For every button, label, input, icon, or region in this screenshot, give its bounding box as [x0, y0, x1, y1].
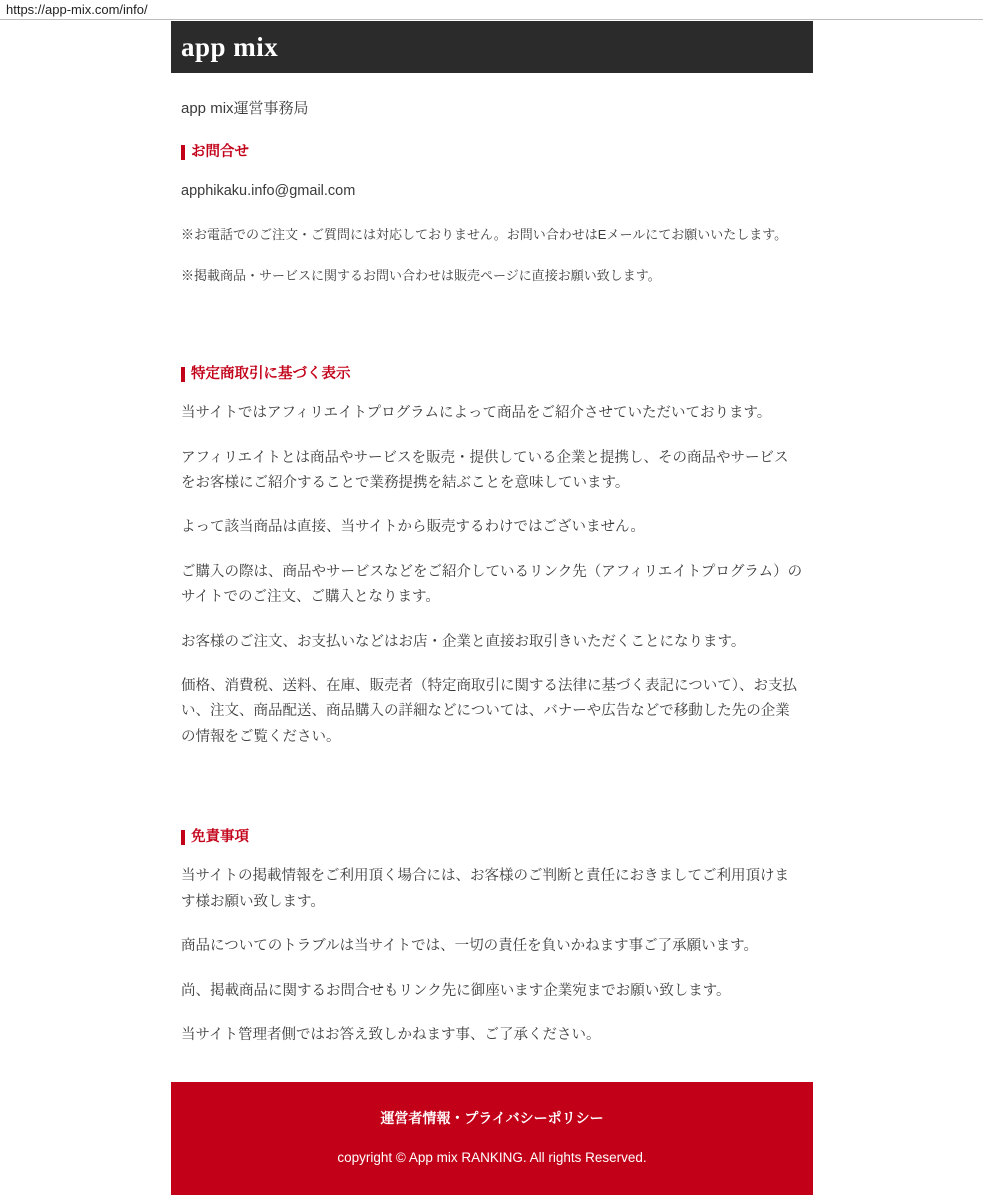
- organization-name: app mix運営事務局: [181, 100, 309, 117]
- contact-email: apphikaku.info@gmail.com: [181, 183, 356, 200]
- disclaimer-paragraph-3: 尚、掲載商品に関するお問合せもリンク先に御座います企業宛までお願い致します。: [181, 982, 731, 999]
- spacer: [181, 306, 803, 324]
- footer-privacy-policy-link[interactable]: 運営者情報・プライバシーポリシー: [380, 1110, 604, 1127]
- spacer: [181, 769, 803, 787]
- content-column: [171, 21, 813, 1195]
- footer-copyright: copyright © App mix RANKING. All rights Reserved.: [337, 1150, 647, 1166]
- commercial-paragraph-1: 当サイトではアフィリエイトプログラムによって商品をご紹介させていただいております。: [181, 405, 772, 422]
- site-logo-title[interactable]: app mix: [181, 31, 279, 62]
- page-canvas: [0, 21, 983, 1166]
- disclaimer-paragraph-1: 当サイトの掲載情報をご利用頂く場合には、お客様のご判断と責任におきましてご利用頂けます様お願い致します。: [181, 868, 789, 910]
- site-footer: [171, 1082, 813, 1195]
- contact-note-phone: ※お電話でのご注文・ご質問には対応しておりません。お問い合わせはEメールにてお願いいたします。: [181, 226, 788, 242]
- commercial-paragraph-6: 価格、消費税、送料、在庫、販売者（特定商取引に関する法律に基づく表記について）、お支払い、注文、商品配送、商品購入の詳細などについては、バナーや広告などで移動した先の企業の情報をご覧ください。: [181, 677, 797, 745]
- commercial-paragraph-3: よって該当商品は直接、当サイトから販売するわけではございません。: [181, 519, 645, 536]
- main-content: [171, 73, 813, 1048]
- section-heading-disclaimer: 免責事項: [181, 829, 803, 846]
- commercial-paragraph-2: アフィリエイトとは商品やサービスを販売・提供している企業と提携し、その商品やサービスをお客様にご紹介することで業務提携を結ぶことを意味しています。: [181, 449, 789, 492]
- browser-url-bar[interactable]: [0, 0, 983, 20]
- url-text: https://app-mix.com/info/: [6, 2, 148, 17]
- disclaimer-paragraph-4: 当サイト管理者側ではお答え致しかねます事、ご了承ください。: [181, 1026, 601, 1043]
- section-heading-contact: お問合せ: [181, 144, 803, 161]
- disclaimer-paragraph-2: 商品についてのトラブルは当サイトでは、一切の責任を負いかねます事ご了承願います。: [181, 938, 758, 955]
- section-heading-commercial-transactions: 特定商取引に基づく表示: [181, 366, 803, 383]
- site-header: [171, 21, 813, 73]
- commercial-paragraph-4: ご購入の際は、商品やサービスなどをご紹介しているリンク先（アフィリエイトプログラム）のサイトでのご注文、ご購入となります。: [181, 563, 803, 606]
- contact-note-products: ※掲載商品・サービスに関するお問い合わせは販売ページに直接お願い致します。: [181, 267, 661, 283]
- commercial-paragraph-5: お客様のご注文、お支払いなどはお店・企業と直接お取引きいただくことになります。: [181, 633, 746, 650]
